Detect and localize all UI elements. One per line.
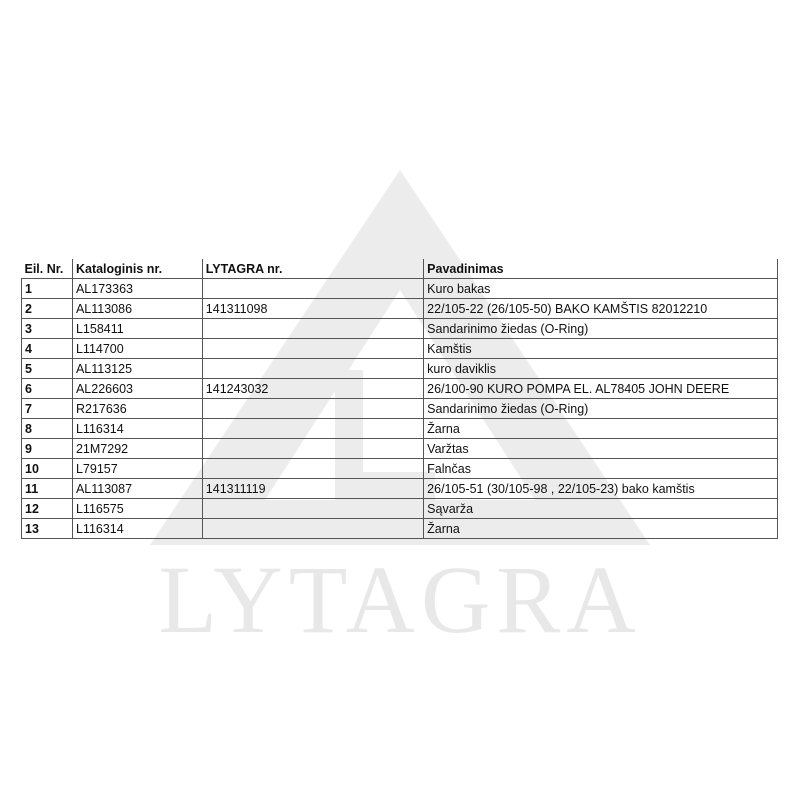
parts-table [21,259,778,539]
cell-lytagra-nr [202,319,423,339]
cell-lytagra-nr: 141311098 [202,299,423,319]
cell-eil-nr: 12 [22,499,73,519]
cell-pavadinimas: Žarna [424,419,778,439]
cell-eil-nr: 6 [22,379,73,399]
cell-pavadinimas: Kuro bakas [424,279,778,299]
watermark-text: LYTAGRA [158,546,642,653]
cell-lytagra-nr [202,499,423,519]
cell-eil-nr: 8 [22,419,73,439]
cell-lytagra-nr: 141311119 [202,479,423,499]
cell-eil-nr: 3 [22,319,73,339]
table-row [22,299,778,319]
table-row [22,459,778,479]
table-row [22,399,778,419]
cell-pavadinimas: 22/105-22 (26/105-50) BAKO KAMŠTIS 82012210 [424,299,778,319]
cell-kataloginis-nr: L116314 [72,519,202,539]
cell-kataloginis-nr: L79157 [72,459,202,479]
cell-eil-nr: 13 [22,519,73,539]
cell-eil-nr: 1 [22,279,73,299]
cell-pavadinimas: Žarna [424,519,778,539]
cell-kataloginis-nr: L158411 [72,319,202,339]
cell-pavadinimas: Sandarinimo žiedas (O-Ring) [424,399,778,419]
cell-kataloginis-nr: AL226603 [72,379,202,399]
cell-pavadinimas: 26/100-90 KURO POMPA EL. AL78405 JOHN DEERE [424,379,778,399]
table-row [22,379,778,399]
cell-lytagra-nr [202,439,423,459]
cell-pavadinimas: Falnčas [424,459,778,479]
table-header-row [22,259,778,279]
table-body [22,279,778,539]
cell-eil-nr: 9 [22,439,73,459]
cell-eil-nr: 5 [22,359,73,379]
cell-kataloginis-nr: AL173363 [72,279,202,299]
cell-kataloginis-nr: 21M7292 [72,439,202,459]
table-row [22,439,778,459]
table-row [22,499,778,519]
table-row [22,319,778,339]
cell-kataloginis-nr: L116314 [72,419,202,439]
cell-kataloginis-nr: R217636 [72,399,202,419]
cell-pavadinimas: Sandarinimo žiedas (O-Ring) [424,319,778,339]
cell-pavadinimas: Kamštis [424,339,778,359]
cell-pavadinimas: kuro daviklis [424,359,778,379]
header-kataloginis-nr: Kataloginis nr. [72,259,202,279]
cell-lytagra-nr [202,279,423,299]
cell-pavadinimas: Varžtas [424,439,778,459]
table-row [22,519,778,539]
table-row [22,479,778,499]
table-row [22,339,778,359]
cell-eil-nr: 7 [22,399,73,419]
cell-pavadinimas: Sąvarža [424,499,778,519]
header-eil-nr: Eil. Nr. [22,259,73,279]
cell-lytagra-nr [202,519,423,539]
table-row [22,419,778,439]
cell-pavadinimas: 26/105-51 (30/105-98 , 22/105-23) bako kamštis [424,479,778,499]
cell-lytagra-nr [202,419,423,439]
cell-lytagra-nr [202,339,423,359]
cell-lytagra-nr [202,459,423,479]
table-row [22,279,778,299]
cell-kataloginis-nr: L114700 [72,339,202,359]
cell-lytagra-nr [202,359,423,379]
cell-kataloginis-nr: L116575 [72,499,202,519]
table-row [22,359,778,379]
cell-lytagra-nr [202,399,423,419]
cell-kataloginis-nr: AL113086 [72,299,202,319]
cell-eil-nr: 2 [22,299,73,319]
cell-kataloginis-nr: AL113125 [72,359,202,379]
cell-eil-nr: 4 [22,339,73,359]
cell-eil-nr: 11 [22,479,73,499]
cell-eil-nr: 10 [22,459,73,479]
header-lytagra-nr: LYTAGRA nr. [202,259,423,279]
cell-kataloginis-nr: AL113087 [72,479,202,499]
header-pavadinimas: Pavadinimas [424,259,778,279]
cell-lytagra-nr: 141243032 [202,379,423,399]
